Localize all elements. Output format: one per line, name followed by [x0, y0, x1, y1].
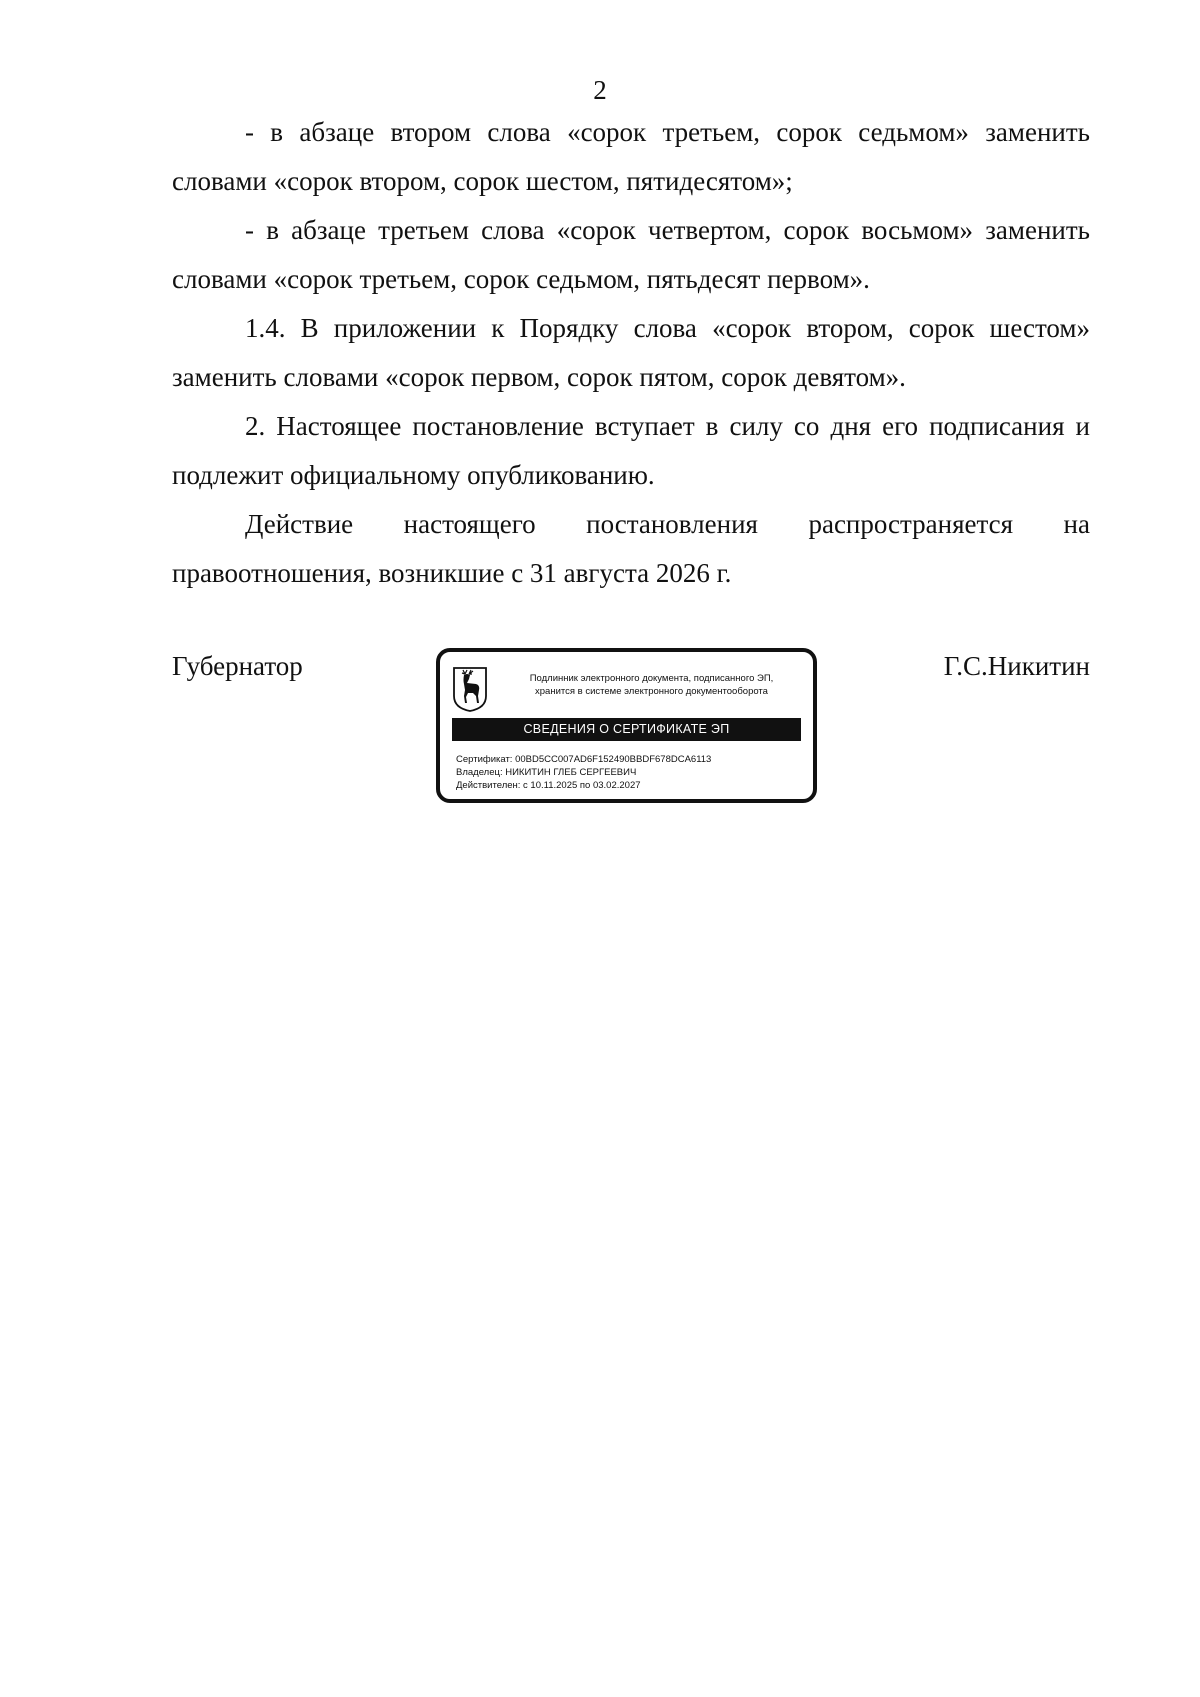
page-number: 2 [593, 75, 607, 105]
stamp-header-line1: Подлинник электронного документа, подписанного ЭП, [529, 673, 774, 684]
stamp-owner: Владелец: НИКИТИН ГЛЕБ СЕРГЕЕВИЧ [456, 767, 637, 778]
deer-coat-of-arms-icon [452, 666, 488, 712]
stamp-header [496, 672, 807, 698]
document-body [172, 108, 1090, 598]
paragraph-retroactive [172, 500, 1090, 598]
paragraph-appendix: 1.4. В приложении к Порядку слова «сорок втором, сорок шестом» заменить словами «сорок первом, сорок пятом, сорок девятом». [172, 313, 1090, 392]
paragraph-retroactive-line2: правоотношения, возникшие с 31 августа 2026 г. [172, 558, 732, 588]
paragraph-amend-third: - в абзаце третьем слова «сорок четвертом, сорок восьмом» заменить словами «сорок третьем, сорок седьмом, пятьдесят первом». [172, 215, 1090, 294]
paragraph-retroactive-line1: Действие настоящего постановления распространяется на [245, 509, 1090, 539]
electronic-signature-stamp [436, 648, 817, 803]
paragraph-amend-second: - в абзаце втором слова «сорок третьем, сорок седьмом» заменить словами «сорок втором, сорок шестом, пятидесятом»; [172, 117, 1090, 196]
stamp-certificate: Сертификат: 00BD5CC007AD6F152490BBDF678DCA6113 [456, 754, 712, 765]
signer-title: Губернатор [172, 651, 303, 681]
paragraph-effective: 2. Настоящее постановление вступает в силу со дня его подписания и подлежит официальному опубликованию. [172, 411, 1090, 490]
stamp-validity: Действителен: с 10.11.2025 по 03.02.2027 [456, 780, 641, 791]
stamp-details [456, 753, 711, 792]
signer-name: Г.С.Никитин [943, 651, 1090, 681]
stamp-header-line2: хранится в системе электронного документооборота [535, 686, 768, 697]
stamp-banner: СВЕДЕНИЯ О СЕРТИФИКАТЕ ЭП [452, 718, 801, 741]
